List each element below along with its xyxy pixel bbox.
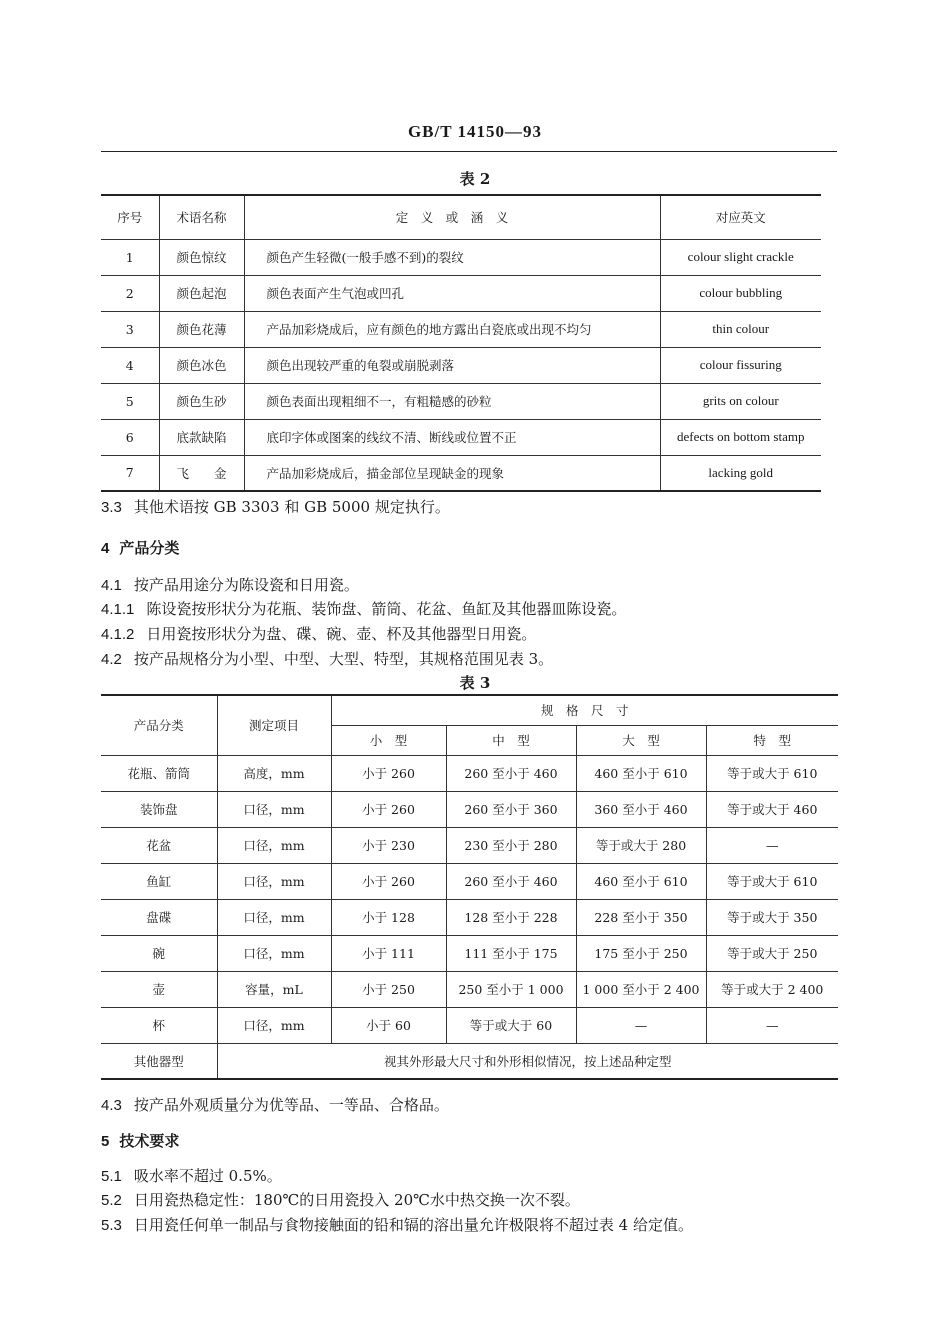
- table3-cell: 小于 260: [331, 791, 446, 827]
- table3-cell: 260 至小于 460: [446, 755, 576, 791]
- clause-text: 按产品规格分为小型、中型、大型、特型，其规格范围见表 3。: [133, 650, 554, 668]
- table2-row: [101, 347, 821, 383]
- table2-cell-english: grits on colour: [660, 383, 821, 419]
- table3-cell: 等于或大于 610: [706, 863, 838, 899]
- table2-row: [101, 383, 821, 419]
- clause-text: 吸水率不超过 0.5%。: [133, 1167, 282, 1185]
- paragraph-4-3: [101, 1094, 449, 1115]
- clause-number: 3.3: [101, 499, 122, 516]
- table3-cell: 小于 260: [331, 755, 446, 791]
- table3-row: [101, 899, 838, 935]
- table3-cell: 壶: [101, 971, 217, 1007]
- table2-cell-definition: 产品加彩烧成后，描金部位呈现缺金的现象: [244, 455, 660, 491]
- table3-row: [101, 971, 838, 1007]
- table2-cell-term: 飞 金: [159, 455, 244, 491]
- table3-cell: 高度，mm: [217, 755, 331, 791]
- header-rule: [101, 151, 837, 152]
- table2-cell-english: lacking gold: [660, 455, 821, 491]
- table3-cell: 花瓶、箭筒: [101, 755, 217, 791]
- clause-text: 陈设瓷按形状分为花瓶、装饰盘、箭筒、花盆、鱼缸及其他器皿陈设瓷。: [146, 600, 627, 618]
- paragraph-4-1: [101, 574, 359, 595]
- table3-row: [101, 1007, 838, 1043]
- table2-row: [101, 419, 821, 455]
- table3-other-row: [101, 1043, 838, 1079]
- paragraph-5-3: [101, 1214, 693, 1235]
- clause-text: 日用瓷任何单一制品与食物接触面的铅和镉的溶出量允许极限将不超过表 4 给定值。: [133, 1216, 693, 1234]
- table2-cell-definition: 产品加彩烧成后，应有颜色的地方露出白瓷底或出现不均匀: [244, 311, 660, 347]
- table3-cell: 111 至小于 175: [446, 935, 576, 971]
- table2-header-cell: 术语名称: [159, 195, 244, 239]
- table3-cell: 等于或大于 280: [576, 827, 706, 863]
- table3-other-text: 视其外形最大尺寸和外形相似情况，按上述品种定型: [217, 1043, 838, 1079]
- clause-number: 4.1: [101, 577, 122, 594]
- clause-text: 日用瓷热稳定性：180℃的日用瓷投入 20℃水中热交换一次不裂。: [133, 1191, 580, 1209]
- table2-caption: 表 2: [459, 170, 491, 188]
- table2-cell-term: 底款缺陷: [159, 419, 244, 455]
- table3-cell: —: [576, 1007, 706, 1043]
- table3-header-size: 大 型: [576, 725, 706, 755]
- table2-cell-no: 5: [101, 383, 159, 419]
- table3-cell: 1 000 至小于 2 400: [576, 971, 706, 1007]
- table3-cell: 小于 128: [331, 899, 446, 935]
- table3-row: [101, 827, 838, 863]
- table3-cell: 230 至小于 280: [446, 827, 576, 863]
- table3-cell: 小于 230: [331, 827, 446, 863]
- table3-header-spec: 规 格 尺 寸: [331, 695, 838, 725]
- table2-row: [101, 311, 821, 347]
- section-5-heading: [101, 1130, 179, 1151]
- table2-cell-definition: 颜色表面出现粗细不一，有粗糙感的砂粒: [244, 383, 660, 419]
- table3-cell: 口径，mm: [217, 791, 331, 827]
- table3-cell: 等于或大于 250: [706, 935, 838, 971]
- table3-cell: 小于 111: [331, 935, 446, 971]
- table2-cell-no: 4: [101, 347, 159, 383]
- table3-cell: 460 至小于 610: [576, 863, 706, 899]
- table2-cell-no: 3: [101, 311, 159, 347]
- table2-cell-no: 1: [101, 239, 159, 275]
- table3-cell: 360 至小于 460: [576, 791, 706, 827]
- table3-cell: 等于或大于 2 400: [706, 971, 838, 1007]
- table3-header-size: 中 型: [446, 725, 576, 755]
- table3-cell: 等于或大于 610: [706, 755, 838, 791]
- table3-header-item: 测定项目: [217, 695, 331, 755]
- table3-row: [101, 863, 838, 899]
- table2-row: [101, 239, 821, 275]
- table2-cell-definition: 底印字体或图案的线纹不清、断线或位置不正: [244, 419, 660, 455]
- table2-cell-english: colour fissuring: [660, 347, 821, 383]
- table3-cell: 口径，mm: [217, 935, 331, 971]
- table2-header-cell: 对应英文: [660, 195, 821, 239]
- table3-header-size: 特 型: [706, 725, 838, 755]
- table2-cell-no: 7: [101, 455, 159, 491]
- table2-cell-definition: 颜色出现较严重的龟裂或崩脱剥落: [244, 347, 660, 383]
- table3-cell: 口径，mm: [217, 899, 331, 935]
- table2-cell-no: 2: [101, 275, 159, 311]
- table3-cell: 容量，mL: [217, 971, 331, 1007]
- table3-cell: 小于 260: [331, 863, 446, 899]
- table3-row: [101, 935, 838, 971]
- standard-code-header: GB/T 14150—93: [407, 122, 543, 141]
- table3-header-size: 小 型: [331, 725, 446, 755]
- table3-cell: 小于 60: [331, 1007, 446, 1043]
- table3-cell: 碗: [101, 935, 217, 971]
- paragraph-4-1-1: [101, 598, 626, 619]
- table3-cell: 等于或大于 460: [706, 791, 838, 827]
- section-4-heading: [101, 537, 179, 558]
- table2-cell-no: 6: [101, 419, 159, 455]
- table2-cell-english: colour bubbling: [660, 275, 821, 311]
- table2-row: [101, 275, 821, 311]
- section-number: 4: [101, 540, 110, 557]
- table2-row: [101, 455, 821, 491]
- clause-number: 5.3: [101, 1217, 122, 1234]
- table3-other-label: 其他器型: [101, 1043, 217, 1079]
- table2-cell-term: 颜色花薄: [159, 311, 244, 347]
- table2-cell-term: 颜色惊纹: [159, 239, 244, 275]
- table2-cell-term: 颜色起泡: [159, 275, 244, 311]
- table3-header-row: [101, 695, 838, 725]
- table2-cell-english: colour slight crackle: [660, 239, 821, 275]
- table3-cell: 128 至小于 228: [446, 899, 576, 935]
- table3-cell: 260 至小于 360: [446, 791, 576, 827]
- paragraph-4-1-2: [101, 623, 536, 644]
- table3-cell: 口径，mm: [217, 1007, 331, 1043]
- table3: [101, 694, 838, 1080]
- clause-text: 按产品外观质量分为优等品、一等品、合格品。: [133, 1096, 449, 1114]
- table3-row: [101, 755, 838, 791]
- clause-text: 日用瓷按形状分为盘、碟、碗、壶、杯及其他器型日用瓷。: [146, 625, 537, 643]
- table3-caption: 表 3: [459, 674, 491, 692]
- clause-number: 4.2: [101, 651, 122, 668]
- section-number: 5: [101, 1133, 110, 1150]
- table2-cell-term: 颜色冰色: [159, 347, 244, 383]
- table3-cell: 装饰盘: [101, 791, 217, 827]
- table2-header-cell: 定 义 或 涵 义: [244, 195, 660, 239]
- clause-number: 4.3: [101, 1097, 122, 1114]
- table3-cell: 250 至小于 1 000: [446, 971, 576, 1007]
- table3-cell: —: [706, 827, 838, 863]
- section-title: 技术要求: [119, 1132, 180, 1150]
- clause-text: 按产品用途分为陈设瓷和日用瓷。: [133, 576, 359, 594]
- table3-cell: 口径，mm: [217, 863, 331, 899]
- table2-cell-term: 颜色生砂: [159, 383, 244, 419]
- table3-cell: —: [706, 1007, 838, 1043]
- table3-cell: 等于或大于 350: [706, 899, 838, 935]
- paragraph-5-2: [101, 1189, 580, 1210]
- table2-header-row: [101, 195, 821, 239]
- table3-cell: 等于或大于 60: [446, 1007, 576, 1043]
- table2-cell-definition: 颜色表面产生气泡或凹孔: [244, 275, 660, 311]
- table3-cell: 鱼缸: [101, 863, 217, 899]
- table3-cell: 175 至小于 250: [576, 935, 706, 971]
- table3-cell: 花盆: [101, 827, 217, 863]
- clause-number: 4.1.1: [101, 601, 135, 618]
- table3-cell: 杯: [101, 1007, 217, 1043]
- table2-cell-english: defects on bottom stamp: [660, 419, 821, 455]
- clause-number: 4.1.2: [101, 626, 135, 643]
- table3-cell: 460 至小于 610: [576, 755, 706, 791]
- table3-cell: 口径，mm: [217, 827, 331, 863]
- paragraph-3-3: [101, 496, 450, 517]
- table3-cell: 盘碟: [101, 899, 217, 935]
- table3-cell: 228 至小于 350: [576, 899, 706, 935]
- clause-number: 5.2: [101, 1192, 122, 1209]
- clause-text: 其他术语按 GB 3303 和 GB 5000 规定执行。: [133, 498, 450, 516]
- table2-cell-definition: 颜色产生轻微(一般手感不到)的裂纹: [244, 239, 660, 275]
- table3-cell: 小于 250: [331, 971, 446, 1007]
- section-title: 产品分类: [119, 539, 180, 557]
- table2: [101, 194, 821, 492]
- table3-row: [101, 791, 838, 827]
- table2-header-cell: 序号: [101, 195, 159, 239]
- table2-cell-english: thin colour: [660, 311, 821, 347]
- table3-header-category: 产品分类: [101, 695, 217, 755]
- paragraph-4-2: [101, 648, 553, 669]
- clause-number: 5.1: [101, 1168, 122, 1185]
- paragraph-5-1: [101, 1165, 282, 1186]
- table3-cell: 260 至小于 460: [446, 863, 576, 899]
